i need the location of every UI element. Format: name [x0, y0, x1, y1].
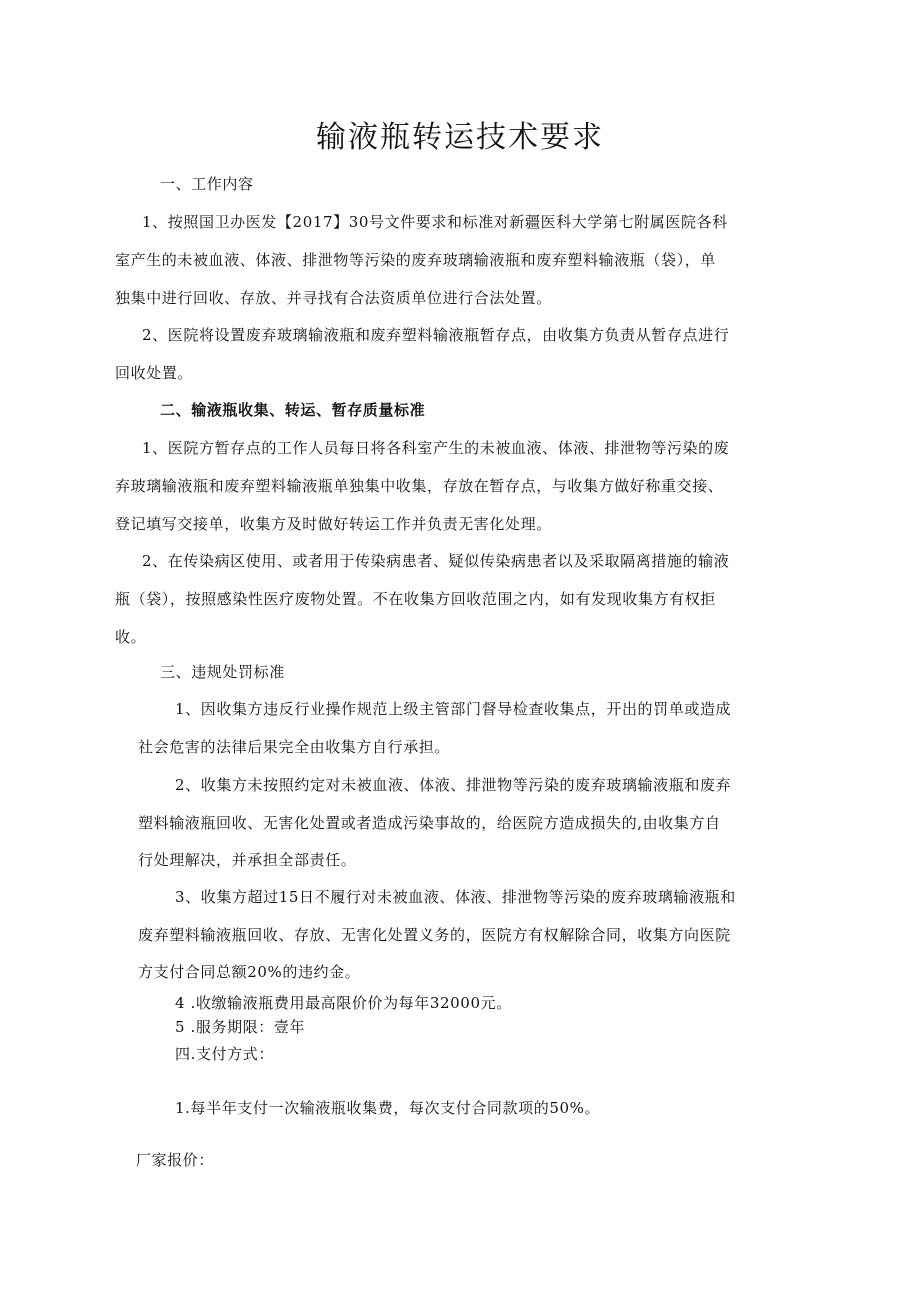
- paragraph-line: 收。: [115, 628, 147, 646]
- paragraph-line: 登记填写交接单，收集方及时做好转运工作并负责无害化处理。: [115, 515, 552, 533]
- paragraph-line: 独集中进行回收、存放、并寻找有合法资质单位进行合法处置。: [115, 289, 552, 307]
- paragraph-line: 回收处置。: [115, 364, 194, 382]
- paragraph-line: 塑料输液瓶回收、无害化处置或者造成污染事故的，给医院方造成损失的,由收集方自: [138, 814, 721, 832]
- paragraph-line: 1、按照国卫办医发【2017】30号文件要求和标准对新疆医科大学第七附属医院各科: [142, 213, 728, 231]
- paragraph-line: 室产生的未被血液、体液、排泄物等污染的废弃玻璃输液瓶和废弃塑料输液瓶（袋），单: [115, 251, 716, 269]
- section-heading-quality-standards: 二、输液瓶收集、转运、暂存质量标准: [160, 401, 426, 419]
- paragraph-line: 2、医院将设置废弃玻璃输液瓶和废弃塑料输液瓶暂存点，由收集方负责从暂存点进行: [142, 326, 730, 344]
- paragraph-line: 行处理解决，并承担全部责任。: [138, 851, 357, 869]
- paragraph-line: 2、收集方未按照约定对未被血液、体液、排泄物等污染的废弃玻璃输液瓶和废弃: [175, 776, 732, 794]
- paragraph-line: 1、因收集方违反行业操作规范上级主管部门督导检查收集点，开出的罚单或造成: [175, 700, 732, 718]
- paragraph-line: 2、在传染病区使用、或者用于传染病患者、疑似传染病患者以及采取隔离措施的输液: [142, 552, 730, 570]
- fee-limit-item: 4 .收缴输液瓶费用最高限价价为每年32000元。: [175, 994, 512, 1012]
- paragraph-line: 3、收集方超过15日不履行对未被血液、体液、排泄物等污染的废弃玻璃输液瓶和: [175, 888, 736, 906]
- vendor-quote-label: 厂家报价：: [136, 1151, 215, 1169]
- service-term-item: 5 .服务期限：壹年: [175, 1018, 306, 1036]
- paragraph-line: 弃玻璃输液瓶和废弃塑料输液瓶单独集中收集，存放在暂存点，与收集方做好称重交接、: [115, 477, 724, 495]
- paragraph-line: 方支付合同总额20%的违约金。: [138, 963, 361, 981]
- paragraph-line: 废弃塑料输液瓶回收、存放、无害化处置义务的，医院方有权解除合同，收集方向医院: [138, 926, 731, 944]
- paragraph-line: 1、医院方暂存点的工作人员每日将各科室产生的未被血液、体液、排泄物等污染的废: [142, 439, 730, 457]
- section-heading-penalty-standards: 三、违规处罚标准: [160, 663, 285, 681]
- document-title: 输液瓶转运技术要求: [316, 120, 604, 155]
- payment-method-heading: 四.支付方式：: [175, 1045, 274, 1063]
- paragraph-line: 社会危害的法律后果完全由收集方自行承担。: [138, 738, 451, 756]
- paragraph-line: 瓶（袋），按照感染性医疗废物处置。不在收集方回收范围之内，如有发现收集方有权拒: [115, 590, 716, 608]
- payment-terms-item: 1.每半年支付一次输液瓶收集费，每次支付合同款项的50%。: [175, 1099, 601, 1117]
- section-heading-work-content: 一、工作内容: [160, 175, 254, 193]
